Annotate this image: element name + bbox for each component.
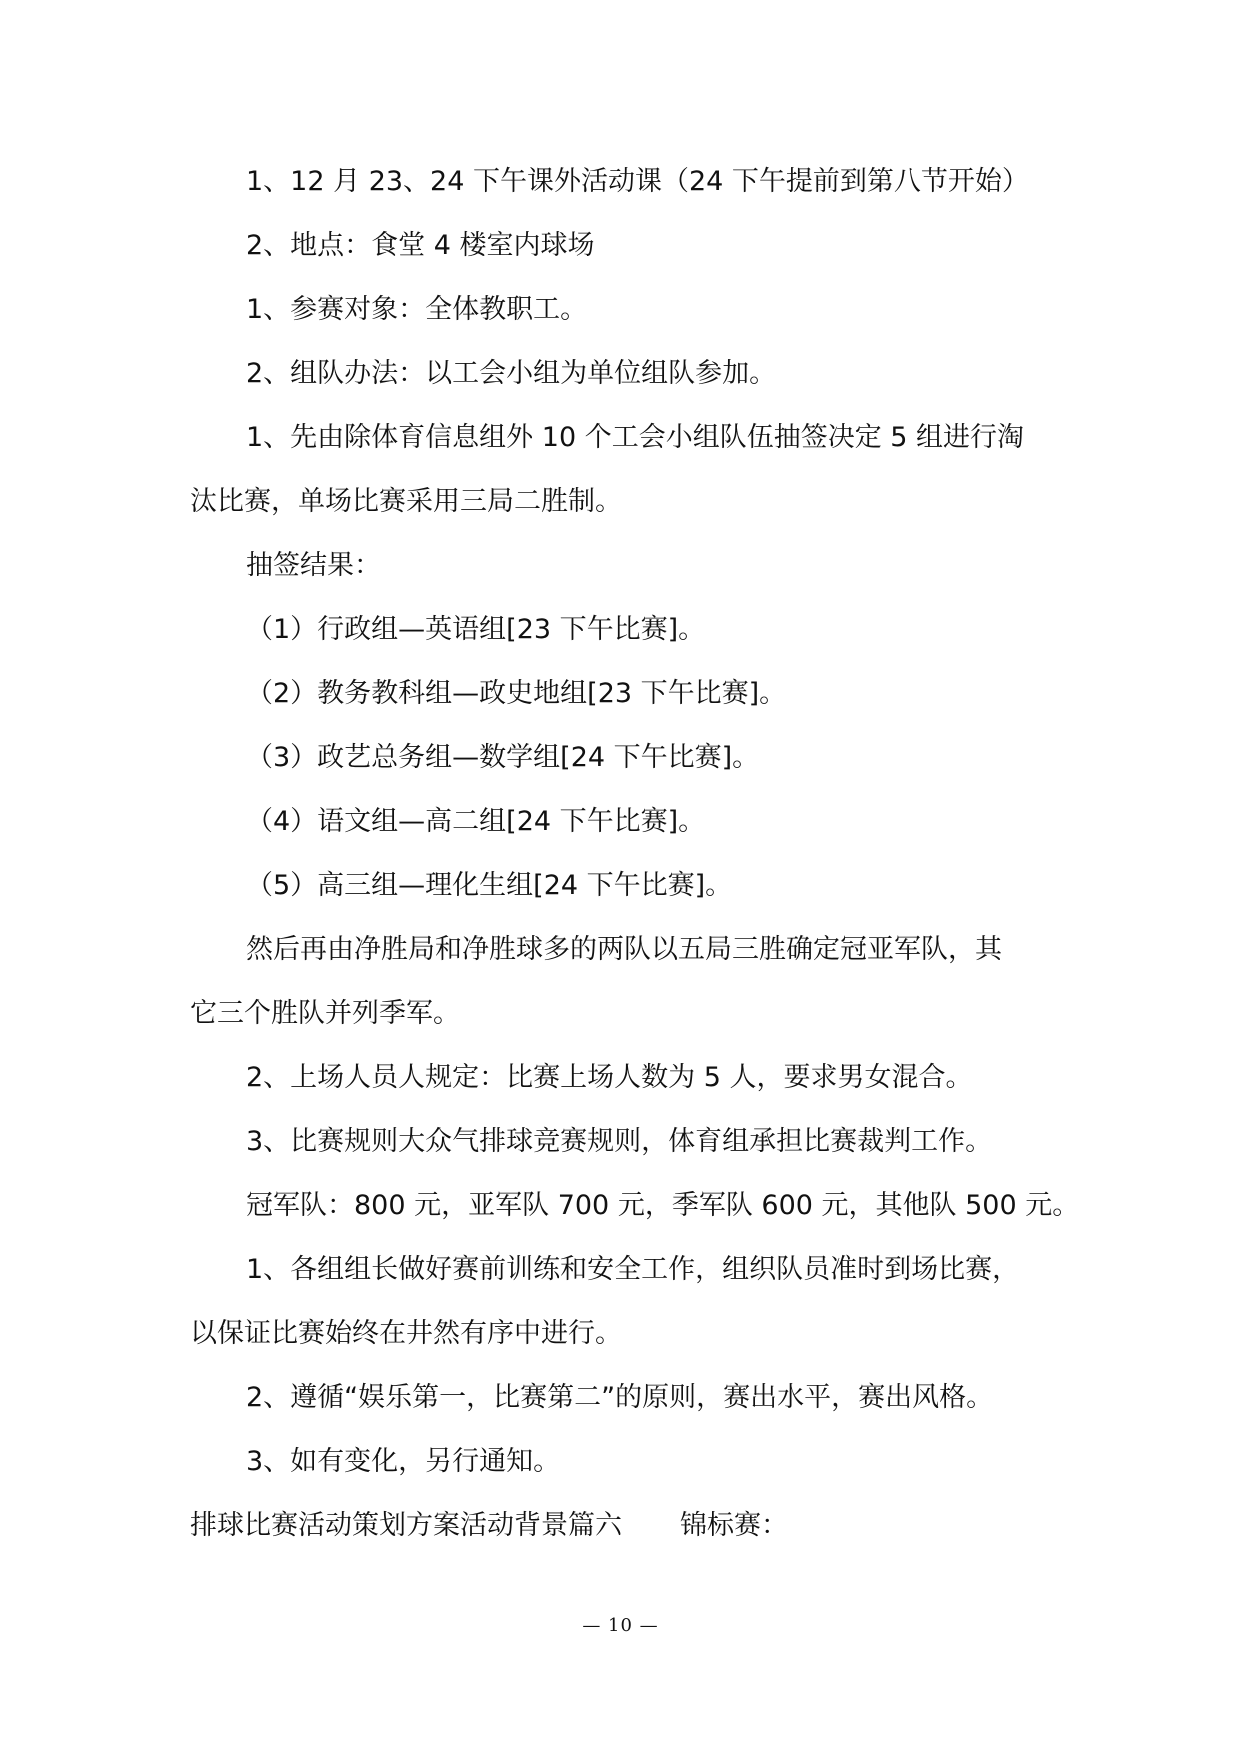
team-formation-line: 2、组队办法：以工会小组为单位组队参加。 (246, 358, 777, 389)
venue-line: 2、地点：食堂 4 楼室内球场 (246, 230, 595, 261)
requirement-line-1: 1、各组组长做好赛前训练和安全工作，组织队员准时到场比赛， (246, 1254, 1020, 1285)
draw-results-heading: 抽签结果： (246, 550, 381, 581)
page-number: — 10 — (582, 1615, 659, 1636)
final-rule-line-2: 它三个胜队并列季军。 (190, 998, 460, 1029)
match-item-2: （2）教务教科组—政史地组[23 下午比赛]。 (246, 678, 787, 709)
participants-line: 1、参赛对象：全体教职工。 (246, 294, 588, 325)
draw-rule-line-2: 汰比赛，单场比赛采用三局二胜制。 (190, 486, 622, 517)
principle-line: 2、遵循“娱乐第一，比赛第二”的原则，赛出水平，赛出风格。 (246, 1382, 994, 1413)
requirement-line-2: 以保证比赛始终在井然有序中进行。 (190, 1318, 622, 1349)
match-item-4: （4）语文组—高二组[24 下午比赛]。 (246, 806, 706, 837)
schedule-line: 1、12 月 23、24 下午课外活动课（24 下午提前到第八节开始） (246, 166, 1029, 197)
match-item-5: （5）高三组—理化生组[24 下午比赛]。 (246, 870, 733, 901)
match-item-1: （1）行政组—英语组[23 下午比赛]。 (246, 614, 706, 645)
closing-left-text: 排球比赛活动策划方案活动背景篇六 (190, 1510, 622, 1541)
competition-rule-line: 3、比赛规则大众气排球竞赛规则，体育组承担比赛裁判工作。 (246, 1126, 993, 1157)
final-rule-line-1: 然后再由净胜局和净胜球多的两队以五局三胜确定冠亚军队，其 (246, 934, 1002, 965)
notice-line: 3、如有变化，另行通知。 (246, 1446, 561, 1477)
draw-rule-line-1: 1、先由除体育信息组外 10 个工会小组队伍抽签决定 5 组进行淘 (246, 422, 1025, 453)
closing-line (190, 1508, 788, 1544)
prize-line: 冠军队：800 元，亚军队 700 元，季军队 600 元，其他队 500 元。 (246, 1190, 1080, 1221)
match-item-3: （3）政艺总务组—数学组[24 下午比赛]。 (246, 742, 760, 773)
player-rule-line: 2、上场人员人规定：比赛上场人数为 5 人，要求男女混合。 (246, 1062, 973, 1093)
closing-right-text: 锦标赛： (680, 1510, 788, 1541)
